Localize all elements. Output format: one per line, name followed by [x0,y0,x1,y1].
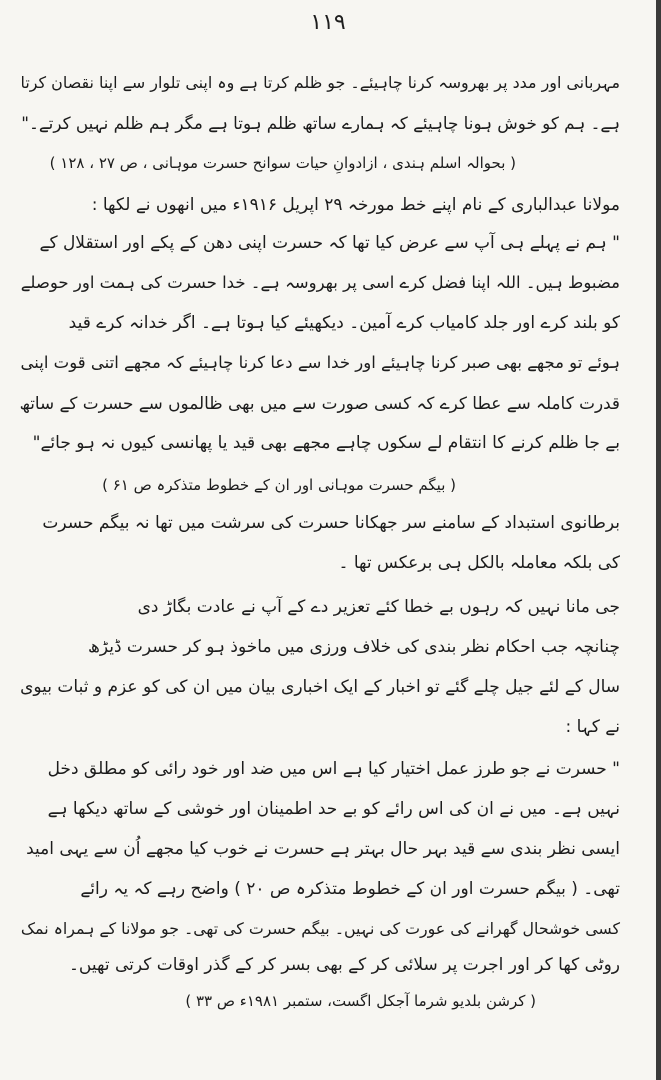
quote-line-10: تھی۔ ( بیگم حسرت اور ان کے خطوط متذکرہ ص ۲۰ ) واضح رہے کہ یہ رائے [80,879,620,899]
verse-line: جی مانا نہیں کہ رہوں بے خطا کئے تعزیر دے کے آپ نے عادت بگاڑ دی [137,597,620,617]
text-line-2: ہے۔ ہم کو خوش ہونا چاہیئے کہ ہمارے ساتھ ظلم ہوتا ہے مگر ہم ظلم نہیں کرتے۔" [21,113,620,133]
text-line-5: کی بلکہ معاملہ بالکل ہی برعکس تھا ۔ [338,553,620,573]
quote-line-1: " ہم نے پہلے ہی آپ سے عرض کیا تھا کہ حسرت اپنی دھن کے پکے اور استقلال کے [39,233,620,253]
text-line-4: برطانوی استبداد کے سامنے سر جھکانا حسرت کی سرشت میں تھا نہ بیگم حسرت [42,513,620,533]
quote-line-7: " حسرت نے جو طرز عمل اختیار کیا ہے اس میں ضد اور خود رائی کو مطلق دخل [47,759,620,779]
text-line-8: نے کہا : [565,717,620,737]
quote-line-9: ایسی نظر بندی سے قید بہر حال بہتر ہے حسرت نے خوب کیا مجھے اُن سے یہی امید [26,839,620,859]
quote-line-2: مضبوط ہیں۔ اللہ اپنا فضل کرے اسی پر بھروسہ ہے۔ خدا حسرت کی ہمت اور حوصلے [20,273,620,292]
citation-line-1: ( بحوالہ اسلم ہندی ، ازادوانِ حیات سوانح حسرت موہانی ، ص ۲۷ ، ۱۲۸ ) [49,154,516,172]
page-number: ۱۱۹ [310,10,346,35]
text-line-7: سال کے لئے جیل چلے گئے تو اخبار کے ایک اخباری بیان میں ان کی کو عزم و ثبات بیوی [20,677,620,697]
quote-line-8: نہیں ہے۔ میں نے ان کی اس رائے کو بے حد اطمینان اور خوشی کے ساتھ دیکھا ہے [47,799,620,819]
citation-line-2: ( بیگم حسرت موہانی اور ان کے خطوط متذکرہ ص ۶۱ ) [102,476,456,494]
quote-line-6: بے جا ظلم کرنے کا انتقام لے سکوں چاہے مجھے بھی قید یا پھانسی کیوں نہ ہو جائے" [32,433,620,453]
text-line-3: مولانا عبدالباری کے نام اپنے خط مورخہ ۲۹ اپریل ۱۹۱۶ء میں انھوں نے لکھا : [91,195,620,215]
text-line-9: کسی خوشحال گھرانے کی عورت کی نہیں۔ بیگم حسرت کی تھی۔ جو مولانا کے ہمراہ نمک [20,919,620,938]
citation-line-3: ( کرشن بلدیو شرما آجکل اگست، ستمبر ۱۹۸۱ء ص ۳۳ ) [185,992,536,1010]
text-line-1: مہربانی اور مدد پر بھروسہ کرنا چاہیئے۔ جو ظلم کرتا ہے وہ اپنی تلوار سے اپنا نقصان کرتا [20,73,620,92]
text-line-10: روٹی کھا کر اور اجرت پر سلائی کر کے بھی بسر کر کے گذر اوقات کرتی تھیں۔ [68,955,620,975]
quote-line-4: ہوئے تو مجھے بھی صبر کرنا چاہیئے اور خدا سے دعا کرنا چاہیئے کہ مجھے اتنی قوت اپنی [20,353,620,372]
text-line-6: چنانچہ جب احکام نظر بندی کی خلاف ورزی میں ماخوذ ہو کر حسرت ڈیڑھ [87,637,620,657]
quote-line-3: کو بلند کرے اور جلد کامیاب کرے آمین۔ دیکھیئے کیا ہوتا ہے۔ اگر خدانہ کرے قید [68,313,620,333]
quote-line-5: قدرت کاملہ سے عطا کرے کہ کسی صورت سے میں بھی ظالموں سے حسرت کے ساتھ [19,393,620,413]
